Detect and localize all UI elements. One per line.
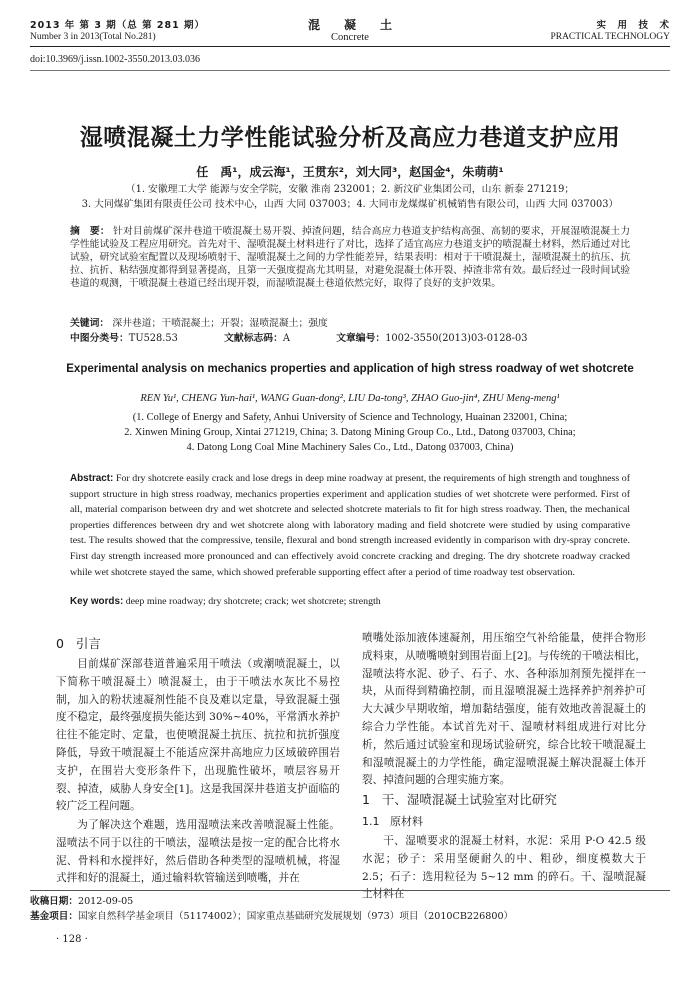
article-number: 1002-3550(2013)03-0128-03 xyxy=(385,333,528,344)
intro-paragraph-2: 为了解决这个难题，选用湿喷法来改善喷混凝土性能。湿喷法不同于以往的干喷法，湿喷法是按一定的配合比将水泥、骨料和水搅拌好，然后借助各种类型的湿喷机械，将湿式拌和好的混凝土，通过输料软管输送到喷嘴，并在 xyxy=(56,819,340,885)
section-1-1-title: 原材料 xyxy=(390,815,423,828)
abstract-cn-text: 针对目前煤矿深井巷道干喷混凝土易开裂、掉渣问题，结合高应力巷道支护结构高强、高韧的要求，开展湿喷混凝土力学性能试验及工程应用研究。首先对干、湿喷混凝土材料进行了对比，选择了适宜高应力巷道支护的喷混凝土材料，然后通过对比试验，研究试验室配置以及现场喷射干、湿喷混凝土之间的力学性能差异，结果表明：相对于干喷混凝土，湿喷混凝土的抗压、抗拉、抗折、粘结强度都得到显著提高，且第一天强度提高尤其明显，对避免混凝土体开裂、掉渣非常有效。最后经过一段时间试验巷道的观测，干喷混凝土巷道已经出现开裂，而湿喷混凝土巷道依然完好，取得了良好的支护效果。 xyxy=(70,226,630,289)
section-1-1-heading xyxy=(362,813,423,829)
journal-cn: 混 凝 土 xyxy=(307,18,392,32)
section-0-number: 0 xyxy=(56,636,64,651)
abstract-cn xyxy=(70,225,630,290)
column-en: PRACTICAL TECHNOLOGY xyxy=(550,32,670,42)
keywords-cn-text: 深井巷道；干喷混凝土；开裂；湿喷混凝土；强度 xyxy=(112,318,328,329)
abstract-en-text: For dry shotcrete easily crack and lose dregs in deep mine roadway at present, the requirements of high strength and toughness of support structure in high stress roadway, mechanics properties experiment and application studies of wet shotcrete were performed. First of all, material comparison between dry and wet shotcrete and selected shotcrete materials to fit for high stress roadway. Then, the mechanical properties differences between dry and wet shotcrete along with laboratory mading and field shotcrete were studied by using comparative test. The results showed that the compressive, tensile, flexural and bond strength increased evidently in comparison with dry-spray concrete. First day strength increased more pronounced and can effectively avoid concrete cracking and dreging. The dry shotcrete roadway cracked while wet shotcrete stayed the same, which showed preferable supporting effect after a period of time roadway test observation. xyxy=(70,473,631,578)
doi-rule xyxy=(30,70,670,71)
section-1-title: 干、湿喷混凝土试验室对比研究 xyxy=(381,792,557,807)
abstract-en xyxy=(70,471,630,580)
affiliation-en-1: (1. College of Energy and Safety, Anhui University of Science and Technology, Huainan 232001, China; xyxy=(132,412,568,423)
journal-name xyxy=(250,20,450,43)
keywords-cn xyxy=(70,317,630,330)
keywords-en-label: Key words: xyxy=(70,596,124,607)
affiliation-cn-1: （1. 安徽理工大学 能源与安全学院，安徽 淮南 232001；2. 新汶矿业集团公司，山东 新泰 271219； xyxy=(125,184,575,195)
intro-paragraph-continued: 喷嘴处添加液体速凝剂，用压缩空气补给能量，使拌合物形成料束，从喷嘴喷射到围岩面上[2]。与传统的干喷法相比，湿喷法将水泥、砂子、石子、水、各种添加剂预先搅拌在一块，从而得到精确控制，而且湿喷混凝土选择养护剂养护可大大减少早期收缩，增加黏结强度，能有效地改善混凝土的综合力学性能。本试首先对干、湿喷材料组成进行对比分析，然后通过试验室和现场试验研究，综合比较干喷混凝土和湿喷混凝土的力学性能，确定湿喷混凝土解决混凝土体开裂、掉渣问题的合理实施方案。 xyxy=(362,632,646,787)
section-1-number: 1 xyxy=(362,792,370,807)
received-label: 收稿日期： xyxy=(30,896,78,907)
footnote-rule xyxy=(30,890,670,891)
section-1-heading xyxy=(362,790,557,808)
intro-paragraph-1: 目前煤矿深部巷道普遍采用干喷法（或潮喷混凝土，以下简称干喷混凝土）喷混凝土，由于干喷法水灰比不易控制，加入的粉状速凝剂性能不良及难以定量，导致混凝土强度不稳定，最终强度损失能达到 30%~40%，平常洒水养护往往不能定时、定量，也使喷混凝土抗压、抗拉和抗折强度降低，导致干喷混凝土不能适应深井高地应力区域破碎围岩支护，在围岩大变形条件下，出现脆性破坏，喷层容易开裂、掉渣，威胁人身安全[1]。这是我国深井巷道支护面临的较广泛工程问题。 xyxy=(56,658,340,813)
authors-cn: 任 禹¹，成云海¹，王贯东²，刘大同³，赵国金⁴，朱萌萌¹ xyxy=(196,165,504,179)
keywords-en xyxy=(70,595,630,609)
keywords-cn-label: 关键词： xyxy=(70,318,110,329)
abstract-en-label: Abstract: xyxy=(70,473,114,484)
abstract-cn-label: 摘 要： xyxy=(70,226,110,237)
received-date xyxy=(30,895,133,909)
clc-label: 中图分类号： xyxy=(70,333,129,344)
paper-title: 湿喷混凝土力学性能试验分析及高应力巷道支护应用 xyxy=(79,125,621,151)
header-rule xyxy=(30,46,670,47)
classification-line xyxy=(70,332,630,345)
fund-value: 国家自然科学基金项目（51174002）；国家重点基础研究发展规划（973）项目（2010CB226800） xyxy=(77,911,514,922)
authors-en: REN Yu¹, CHENG Yun-hai¹, WANG Guan-dong², LIU Da-tong³, ZHAO Guo-jin⁴, ZHU Meng-meng¹ xyxy=(140,393,560,404)
affiliation-cn-2: 3. 大同煤矿集团有限责任公司 技术中心，山西 大同 037003；4. 大同市龙煤煤矿机械销售有限公司，山西 大同 037003） xyxy=(81,199,619,210)
column-name xyxy=(550,20,670,43)
doi: doi:10.3969/j.issn.1002-3550.2013.03.036 xyxy=(30,54,201,65)
fund-label: 基金项目： xyxy=(30,911,78,922)
doc-code: A xyxy=(282,333,290,344)
fund-info xyxy=(30,910,513,924)
column-cn: 实 用 技 术 xyxy=(596,20,670,31)
clc-number: TU528.53 xyxy=(128,333,178,344)
received-value: 2012-09-05 xyxy=(77,896,134,907)
section-0-title: 引言 xyxy=(75,636,101,651)
article-number-label: 文章编号： xyxy=(336,333,386,344)
keywords-en-text: deep mine roadway; dry shotcrete; crack; wet shotcrete; strength xyxy=(125,596,381,607)
doc-code-label: 文献标志码： xyxy=(224,333,283,344)
affiliation-en-2: 2. Xinwen Mining Group, Xintai 271219, China; 3. Datong Mining Group Co., Ltd., Datong 037003, China; xyxy=(124,427,576,438)
paper-title-en: Experimental analysis on mechanics properties and application of high stress roadway of wet shotcrete xyxy=(66,363,634,375)
issue-en: Number 3 in 2013(Total No.281) xyxy=(30,32,156,42)
section-0-heading xyxy=(56,634,101,652)
materials-paragraph: 干、湿喷要求的混凝土材料，水泥：采用 P·O 42.5 级水泥；砂子：采用坚硬耐久的中、粗砂，细度模数大于 2.5；石子：选用粒径为 5~12 mm 的碎石。干、湿喷混凝土材料在 xyxy=(362,835,646,901)
section-1-1-number: 1.1 xyxy=(362,815,380,828)
issue-cn: 2013 年 第 3 期（总 第 281 期） xyxy=(30,20,206,31)
affiliation-en-3: 4. Datong Long Coal Mine Machinery Sales Co., Ltd., Datong 037003, China) xyxy=(186,442,514,453)
page-number: · 128 · xyxy=(56,934,88,945)
journal-en: Concrete xyxy=(331,32,369,43)
issue-info xyxy=(30,20,205,43)
